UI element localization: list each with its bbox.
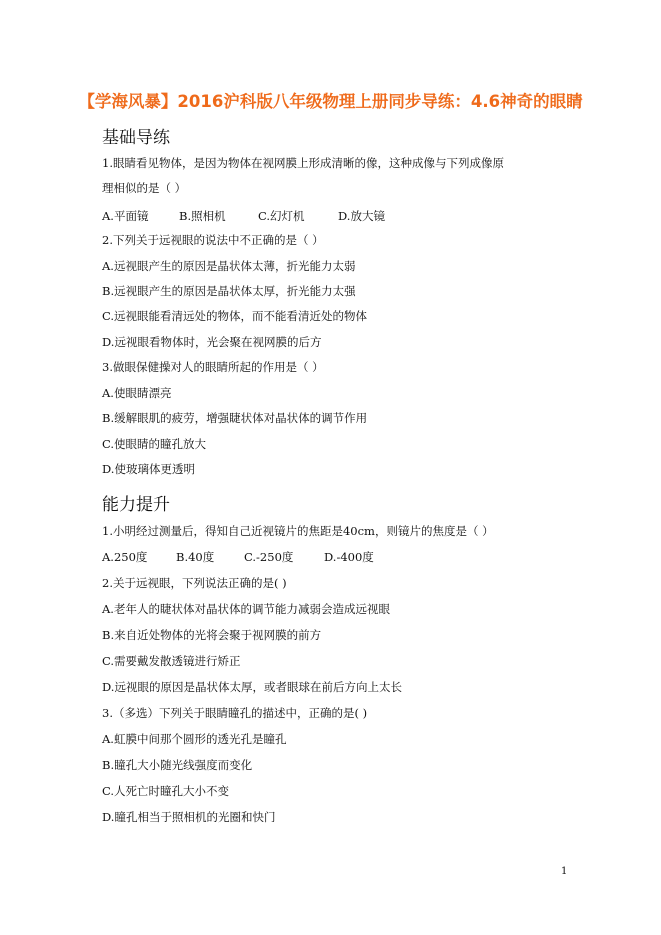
question-1-line-2: 理相似的是（ ） xyxy=(102,181,187,195)
option-b: B.缓解眼肌的疲劳，增强睫状体对晶状体的调节作用 xyxy=(102,411,368,425)
option-c: C.需要戴发散透镜进行矫正 xyxy=(102,654,241,668)
option-b: B.远视眼产生的原因是晶状体太厚，折光能力太强 xyxy=(102,284,356,298)
section-heading-basic: 基础导练 xyxy=(102,128,170,148)
option-a: A.虹膜中间那个圆形的透光孔是瞳孔 xyxy=(102,732,287,746)
option-d: D.-400度 xyxy=(324,550,374,564)
question-1-line-1: 1.眼睛看见物体，是因为物体在视网膜上形成清晰的像，这种成像与下列成像原 xyxy=(102,156,504,170)
option-b: B.照相机 xyxy=(179,209,226,223)
option-c: C.人死亡时瞳孔大小不变 xyxy=(102,784,230,798)
option-c: C.远视眼能看清远处的物体，而不能看清近处的物体 xyxy=(102,309,368,323)
advanced-question-2: 2.关于远视眼，下列说法正确的是( ) xyxy=(102,576,287,590)
option-d: D.使玻璃体更透明 xyxy=(102,462,195,476)
advanced-question-3: 3.（多选）下列关于眼睛瞳孔的描述中，正确的是( ) xyxy=(102,706,368,720)
option-d: D.瞳孔相当于照相机的光圈和快门 xyxy=(102,810,276,824)
question-3: 3.做眼保健操对人的眼睛所起的作用是（ ） xyxy=(102,360,324,374)
option-d: D.远视眼看物体时，光会聚在视网膜的后方 xyxy=(102,335,322,349)
option-a: A.250度 xyxy=(102,550,148,564)
option-c: C.使眼睛的瞳孔放大 xyxy=(102,437,207,451)
question-2: 2.下列关于远视眼的说法中不正确的是（ ） xyxy=(102,233,324,247)
section-heading-advanced: 能力提升 xyxy=(102,495,170,515)
page-number: 1 xyxy=(561,866,568,877)
option-b: B.40度 xyxy=(176,550,215,564)
option-b: B.来自近处物体的光将会聚于视网膜的前方 xyxy=(102,628,322,642)
option-c: C.-250度 xyxy=(244,550,294,564)
option-a: A.使眼睛漂亮 xyxy=(102,386,172,400)
option-d: D.放大镜 xyxy=(338,209,385,223)
document-title: 【学海风暴】2016沪科版八年级物理上册同步导练：4.6神奇的眼睛 xyxy=(78,92,583,111)
advanced-question-1: 1.小明经过测量后，得知自己近视镜片的焦距是40cm，则镜片的焦度是（ ） xyxy=(102,524,494,538)
option-d: D.远视眼的原因是晶状体太厚，或者眼球在前后方向上太长 xyxy=(102,680,402,694)
option-a: A.老年人的睫状体对晶状体的调节能力减弱会造成远视眼 xyxy=(102,602,390,616)
option-c: C.幻灯机 xyxy=(258,209,305,223)
option-a: A.远视眼产生的原因是晶状体太薄，折光能力太弱 xyxy=(102,259,356,273)
option-a: A.平面镜 xyxy=(102,209,149,223)
option-b: B.瞳孔大小随光线强度而变化 xyxy=(102,758,253,772)
